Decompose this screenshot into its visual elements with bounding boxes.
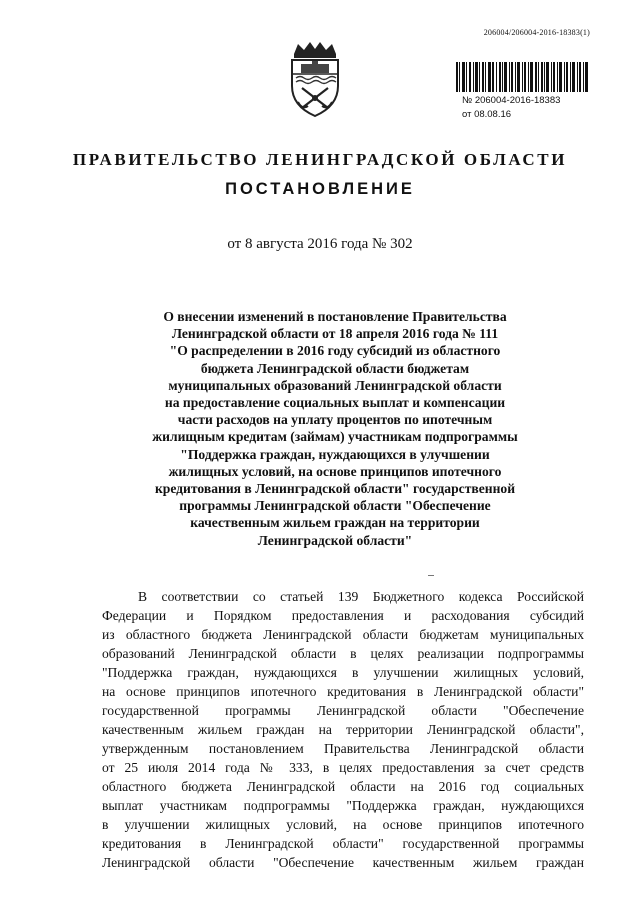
subject-line: на предоставление социальных выплат и компенсации	[164, 395, 506, 411]
body-line: Ленинградской области "Обеспечение качественным жильем граждан	[102, 855, 584, 870]
body-line: "Поддержка граждан, нуждающихся в улучшении жилищных условий,	[102, 665, 584, 680]
registration-date: от 08.08.16	[462, 109, 512, 120]
document-type: ПОСТАНОВЛЕНИЕ	[225, 180, 415, 198]
subject-line: части расходов на уплату процентов по ипотечным	[177, 412, 493, 428]
body-line: на основе принципов ипотечного кредитования в Ленинградской области"	[102, 684, 584, 699]
body-line: Федерации и Порядком предоставления и расходования субсидий	[102, 608, 584, 623]
subject-line: жилищным кредитам (займам) участникам подпрограммы	[152, 429, 518, 445]
coat-of-arms-emblem	[288, 40, 342, 118]
body-line: областного бюджета Ленинградской области на 2016 год социальных	[102, 779, 584, 794]
subject-line: качественным жильем граждан на территории	[190, 515, 480, 531]
document-id: 206004/206004-2016-18383(1)	[483, 28, 590, 37]
subject-line: жилищных условий, на основе принципов ипотечного	[168, 463, 502, 479]
body-line: кредитования в Ленинградской области" государственной программы	[102, 836, 584, 851]
subject-line: "Поддержка граждан, нуждающихся в улучшении	[180, 446, 490, 462]
body-line: в улучшении жилищных условий, на основе принципов ипотечного	[102, 817, 584, 832]
subject-line: программы Ленинградской области "Обеспечение	[179, 498, 491, 514]
body-line: образований Ленинградской области в целях реализации подпрограммы	[102, 646, 584, 661]
subject-line: кредитования в Ленинградской области" государственной	[154, 481, 516, 497]
government-title: ПРАВИТЕЛЬСТВО ЛЕНИНГРАДСКОЙ ОБЛАСТИ	[72, 150, 568, 169]
body-line: качественным жильем граждан на территории Ленинградской области",	[102, 722, 584, 737]
body-line: утвержденным постановлением Правительства Ленинградской области	[102, 741, 584, 756]
body-line: В соответствии со статьей 139 Бюджетного кодекса Российской	[138, 589, 584, 604]
scan-mark	[428, 575, 434, 576]
subject-line: муниципальных образований Ленинградской области	[168, 377, 502, 393]
subject-line: Ленинградской области от 18 апреля 2016 года № 111	[171, 326, 499, 342]
body-line: от 25 июля 2014 года № 333, в целях предоставления за счет средств	[102, 760, 584, 775]
subject-line: О внесении изменений в постановление Правительства	[163, 309, 507, 324]
document-subject	[140, 308, 530, 549]
document-date-number: от 8 августа 2016 года № 302	[227, 236, 413, 252]
document-body	[102, 587, 584, 872]
body-line: государственной программы Ленинградской области "Обеспечение	[102, 703, 584, 718]
subject-line: бюджета Ленинградской области бюджетам	[200, 360, 470, 376]
subject-line: Ленинградской области"	[257, 532, 413, 548]
subject-line: "О распределении в 2016 году субсидий из областного	[169, 343, 501, 359]
registration-number: № 206004-2016-18383	[462, 95, 561, 106]
body-line: из областного бюджета Ленинградской области бюджетам муниципальных	[102, 627, 584, 642]
body-line: выплат участникам подпрограммы "Поддержка граждан, нуждающихся	[102, 798, 584, 813]
barcode	[456, 62, 588, 92]
